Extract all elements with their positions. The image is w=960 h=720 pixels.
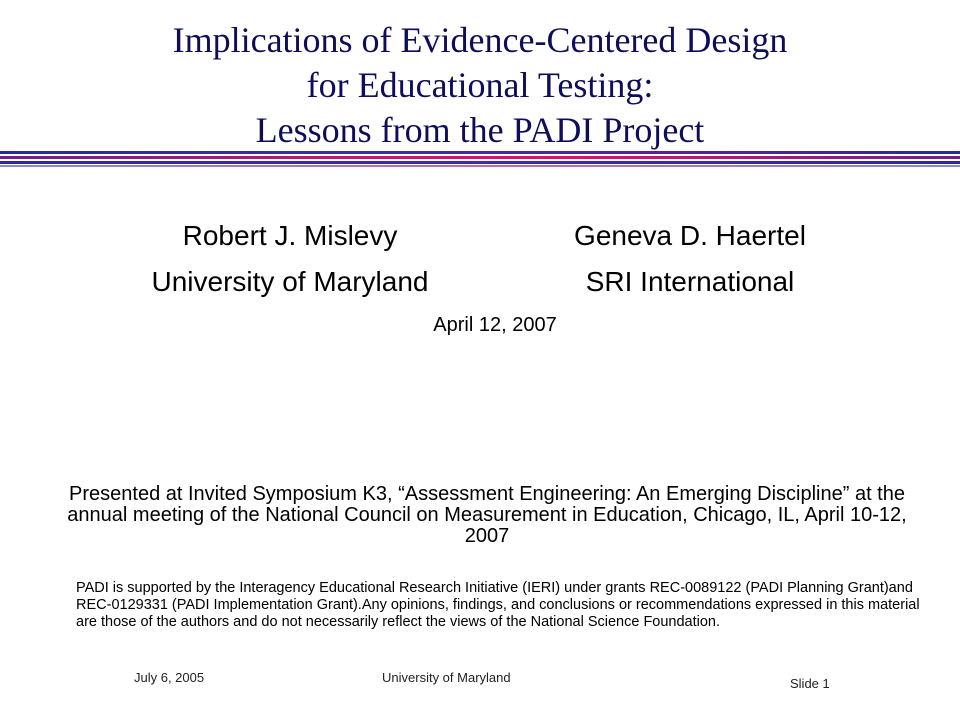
author-block-1 <box>110 218 470 310</box>
presentation-date: April 12, 2007 <box>433 314 557 336</box>
divider-line-4 <box>0 165 960 167</box>
funding-disclaimer: PADI is supported by the Interagency Educational Research Initiative (IERI) under grants REC-0089122 (PADI Planning Grant)and REC-0129331 (PADI Implementation Grant).Any opinions, findings, and conclusions or recommendations expressed in this material are those of the authors and do not necessarily reflect the views of the National Science Foundation. <box>76 580 920 630</box>
title-divider <box>0 151 960 169</box>
presented-at-note: Presented at Invited Symposium K3, “Assessment Engineering: An Emerging Discipline” at the annual meeting of the National Council on Measurement in Education, Chicago, IL, April 10-12, 2007 <box>67 483 907 547</box>
divider-line-2 <box>0 156 960 159</box>
author-affiliation: University of Maryland <box>151 266 429 297</box>
footer-organization: University of Maryland <box>382 670 511 685</box>
slide-title <box>0 18 960 153</box>
title-line-3: Lessons from the PADI Project <box>255 110 705 150</box>
author-name: Robert J. Mislevy <box>182 220 398 251</box>
title-line-1: Implications of Evidence-Centered Design <box>172 20 788 60</box>
footer-date: July 6, 2005 <box>134 670 205 685</box>
author-block-2 <box>510 218 870 310</box>
title-line-2: for Educational Testing: <box>306 65 654 105</box>
divider-line-1 <box>0 151 960 154</box>
author-name: Geneva D. Haertel <box>574 220 806 251</box>
slide-number: Slide 1 <box>790 676 830 691</box>
divider-line-3 <box>0 161 960 164</box>
author-affiliation: SRI International <box>585 266 795 297</box>
